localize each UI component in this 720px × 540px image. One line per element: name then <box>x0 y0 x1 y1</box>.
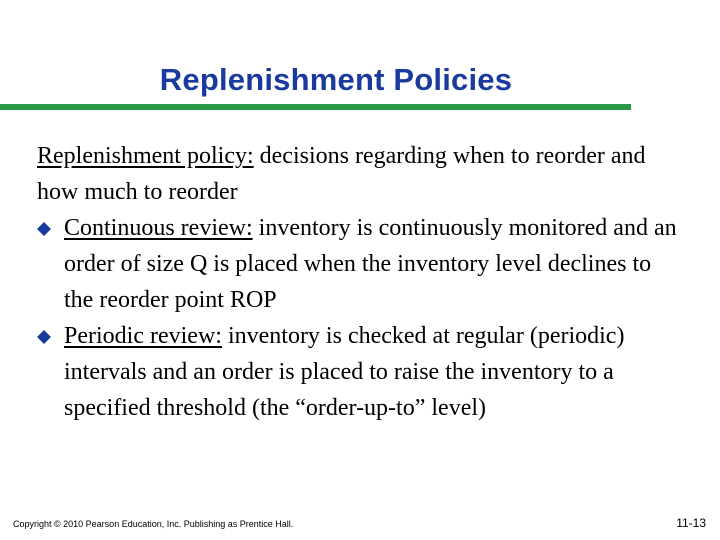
diamond-bullet-icon <box>37 222 51 236</box>
bullet-text: inventory is checked at regular (periodic) intervals and an order is placed to raise the inventory to a specified threshold (the “order-up-to” level) <box>64 323 625 421</box>
slide-body <box>37 138 677 426</box>
intro-paragraph <box>37 138 677 210</box>
bullet-periodic-review <box>37 318 677 426</box>
bullet-text: inventory is continuously monitored and an order of size Q is placed when the inventory level declines to the reorder point ROP <box>64 215 677 313</box>
title-underline-rule <box>0 104 631 110</box>
page-number: 11-13 <box>676 516 706 530</box>
bullet-continuous-review <box>37 210 677 318</box>
slide-title: Replenishment Policies <box>159 62 513 97</box>
diamond-bullet-icon <box>37 330 51 344</box>
bullet-term: Continuous review: <box>64 215 253 241</box>
intro-text: decisions regarding when to reorder and how much to reorder <box>37 143 646 205</box>
footer-copyright: Copyright © 2010 Pearson Education, Inc. Publishing as Prentice Hall. <box>13 519 294 529</box>
bullet-term: Periodic review: <box>64 323 222 349</box>
intro-term: Replenishment policy: <box>37 143 254 169</box>
